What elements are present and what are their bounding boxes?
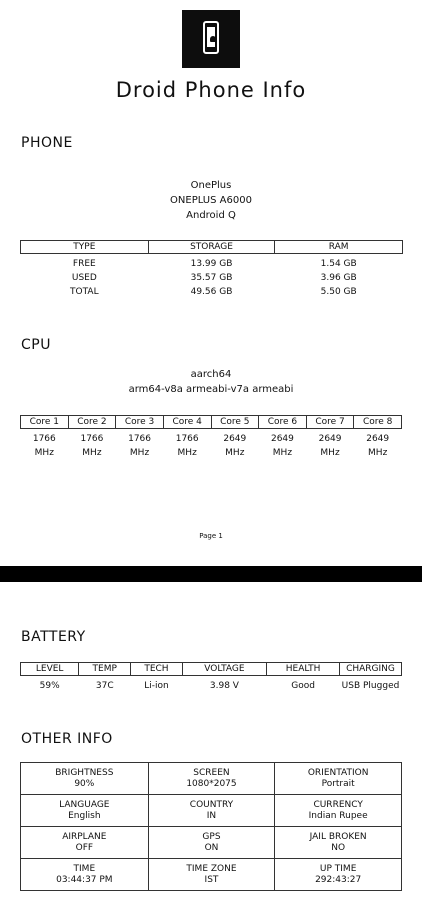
core-unit: MHz [129, 448, 150, 458]
phone-heading: PHONE [21, 135, 73, 151]
table-cell: TOTAL [70, 287, 99, 297]
info-cell-orientation: ORIENTATION Portrait [275, 763, 402, 795]
app-title: Droid Phone Info [115, 78, 307, 102]
core-freq: 1766 [32, 434, 56, 444]
battery-header: HEALTH [267, 663, 340, 676]
info-cell-uptime: UP TIME 292:43:27 [275, 859, 402, 891]
core-freq: 2649 [366, 434, 390, 444]
info-cell-gps: GPS ON [148, 827, 275, 859]
core-freq: 1766 [175, 434, 199, 444]
battery-header: LEVEL [21, 663, 79, 676]
other-info-heading: OTHER INFO [21, 731, 113, 747]
phone-icon [203, 21, 219, 54]
battery-voltage: 3.98 V [209, 681, 239, 691]
info-cell-country: COUNTRY IN [148, 795, 275, 827]
core-header: Core 3 [116, 416, 164, 429]
table-cell: USED [71, 273, 97, 283]
info-cell-time: TIME 03:44:37 PM [21, 859, 149, 891]
core-unit: MHz [177, 448, 197, 458]
core-header: Core 6 [259, 416, 307, 429]
core-unit: MHz [368, 448, 388, 458]
core-header: Core 1 [21, 416, 69, 429]
phone-os: Android Q [186, 210, 236, 221]
cpu-cores-table [20, 415, 402, 460]
page-divider [0, 566, 422, 582]
core-header: Core 2 [68, 416, 116, 429]
table-cell: FREE [72, 259, 96, 269]
battery-header: VOLTAGE [182, 663, 266, 676]
table-header: RAM [275, 241, 403, 254]
table-cell: 13.99 GB [190, 259, 233, 269]
core-freq: 2649 [318, 434, 342, 444]
core-freq: 1766 [80, 434, 104, 444]
battery-temp: 37C [95, 681, 114, 691]
battery-level: 59% [39, 681, 60, 691]
battery-tech: Li-ion [144, 681, 169, 691]
core-header: Core 8 [354, 416, 402, 429]
cpu-heading: CPU [21, 337, 51, 353]
core-header: Core 4 [163, 416, 211, 429]
info-cell-jailbroken: JAIL BROKEN NO [275, 827, 402, 859]
other-info-table [20, 762, 402, 891]
battery-charging: USB Plugged [341, 681, 400, 691]
core-freq: 2649 [223, 434, 247, 444]
battery-header: TEMP [79, 663, 131, 676]
info-cell-screen: SCREEN 1080*2075 [148, 763, 275, 795]
core-freq: 1766 [128, 434, 152, 444]
app-logo [182, 10, 240, 68]
cpu-arch: aarch64 [190, 369, 232, 380]
core-header: Core 5 [211, 416, 259, 429]
core-unit: MHz [225, 448, 245, 458]
page-number: Page 1 [199, 532, 223, 540]
battery-header: CHARGING [340, 663, 402, 676]
core-unit: MHz [320, 448, 340, 458]
info-cell-currency: CURRENCY Indian Rupee [275, 795, 402, 827]
storage-ram-table [20, 240, 403, 299]
phone-brand: OnePlus [190, 180, 232, 191]
table-cell: 5.50 GB [320, 287, 357, 297]
table-cell: 3.96 GB [320, 273, 357, 283]
table-header: STORAGE [148, 241, 275, 254]
info-cell-language: LANGUAGE English [21, 795, 149, 827]
phone-model: ONEPLUS A6000 [170, 195, 252, 206]
core-freq: 2649 [270, 434, 294, 444]
battery-health: Good [291, 681, 315, 691]
table-cell: 49.56 GB [190, 287, 233, 297]
table-cell: 35.57 GB [190, 273, 233, 283]
info-cell-airplane: AIRPLANE OFF [21, 827, 149, 859]
table-header: TYPE [21, 241, 149, 254]
core-header: Core 7 [306, 416, 354, 429]
android-icon [210, 36, 216, 42]
core-unit: MHz [34, 448, 54, 458]
info-cell-timezone: TIME ZONE IST [148, 859, 275, 891]
battery-table [20, 662, 402, 693]
cpu-abis: arm64-v8a armeabi-v7a armeabi [128, 384, 294, 395]
info-cell-brightness: BRIGHTNESS 90% [21, 763, 149, 795]
core-unit: MHz [82, 448, 102, 458]
table-cell: 1.54 GB [320, 259, 357, 269]
battery-heading: BATTERY [21, 629, 86, 645]
battery-header: TECH [131, 663, 183, 676]
core-unit: MHz [272, 448, 293, 458]
